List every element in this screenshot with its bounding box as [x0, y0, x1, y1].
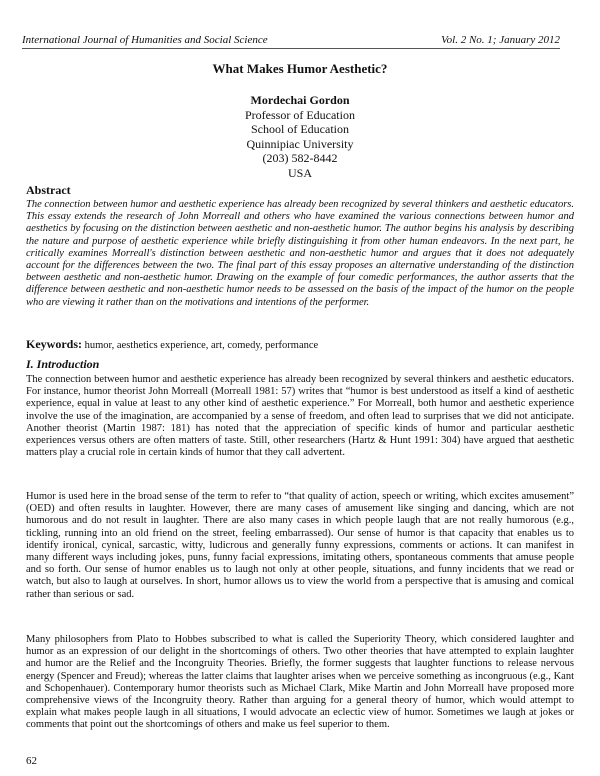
page-number: 62 [26, 755, 37, 767]
keywords-line [26, 337, 574, 352]
author-department: School of Education [251, 122, 349, 137]
author-institution: Quinnipiac University [246, 136, 354, 151]
running-header [22, 34, 560, 49]
author-block [0, 93, 600, 181]
keywords-text: humor, aesthetics experience, art, comedy, performance [84, 340, 319, 351]
body-paragraph: Many philosophers from Plato to Hobbes subscribed to what is called the Superiority Theory, which considered laughter and humor as an expression of our delight in the shortcomings of others. Two other theories that have attempted to explain laughter and humor are the Relief and the Incongruity Theories. Briefly, the former suggests that laughter functions to release nervous energy (Spencer and Freud); whereas the latter claims that laughter arises when we perceive something as incongruous (e.g., Kant and Schopenhauer). Contemporary humor theorists such as Michael Clark, Mike Martin and John Morreall have proposed more comprehensive views of the Incongruity theory. Rather than arguing for a general theory of humor, which would attempt to explain what makes people laugh in all situations, I would advocate an eclectic view of humor. Sometimes we laugh at jokes or comments that point out the shortcomings of others and make us feel superior to them. [26, 634, 574, 731]
author-country: USA [287, 165, 312, 180]
abstract-heading: Abstract [26, 183, 71, 197]
keywords-label: Keywords: [26, 337, 82, 351]
body-paragraph: Humor is used here in the broad sense of the term to refer to “that quality of action, speech or writing, which excites amusement” (OED) and often results in laughter. However, there are many cases of amusement like singing and dancing, which are not humorous and do not result in laughter. There are also many cases in which people laugh that are not really humorous (e.g., tickling, running into an old friend on the street, feeling embarrassed). Our sense of humor is that capacity that enables us to identify ironical, cynical, sarcastic, witty, ludicrous and generally funny expressions, comments or actions. It can manifest in many different ways including jokes, puns, funny facial expressions, imitating others, spontaneous comments that amuse people and so forth. Our sense of humor enables us to laugh not only at other people, situations, and funny incidents that we read or watch, but also to laugh at ourselves. In short, humor allows us to view the world from a perspective that is amusing and comical rather than serious or sad. [26, 491, 574, 600]
author-phone: (203) 582-8442 [262, 151, 338, 166]
issue-info: Vol. 2 No. 1; January 2012 [441, 34, 560, 46]
paper-title: What Makes Humor Aesthetic? [212, 61, 388, 76]
journal-name: International Journal of Humanities and Social Science [22, 34, 268, 46]
author-position: Professor of Education [245, 107, 355, 122]
author-name: Mordechai Gordon [250, 93, 350, 107]
body-paragraph: The connection between humor and aesthetic experience has already been recognized by several thinkers and aesthetic educators. For instance, humor theorist John Morreall (Morreall 1981: 57) writes that “humor is best understood as itself a kind of aesthetic experience, equal in value at least to any other kind of aesthetic experience.” For Morreall, both humor and aesthetic experience involve the use of the imagination, are accompanied by a sense of freedom, and often lead to surprises that we did not anticipate. Another theorist (Martin 1987: 181) has noted that the appreciation of specific kinds of humor and particular aesthetic experiences versus others are often matters of taste. Still, other researchers (Hartz & Hunt 1991: 304) have argued that aesthetic matters play a crucial role in certain kinds of humor that they call advertent. [26, 374, 574, 459]
section-heading: I. Introduction [26, 357, 100, 371]
abstract-text: The connection between humor and aesthetic experience has already been recognized by several thinkers and aesthetic educators. This essay extends the research of John Morreall and others who have examined the various connections between humor and aesthetics by focusing on the distinction between aesthetic and non-aesthetic humor. The author begins his analysis by describing the nature and purpose of aesthetic experience while briefly distinguishing it from other human endeavors. In the next part, he critically examines Morreall's distinction between aesthetic and non-aesthetic humor and argues that it does not adequately account for the differences between the two. The final part of this essay proposes an alternative understanding of the distinction between aesthetic and non-aesthetic humor. Drawing on the example of four comedic performances, the author asserts that the difference between aesthetic and non-aesthetic humor needs to be assessed on the basis of the impact of the humor on the people who are viewing it rather than on the motivations and intentions of the performer. [26, 199, 574, 308]
